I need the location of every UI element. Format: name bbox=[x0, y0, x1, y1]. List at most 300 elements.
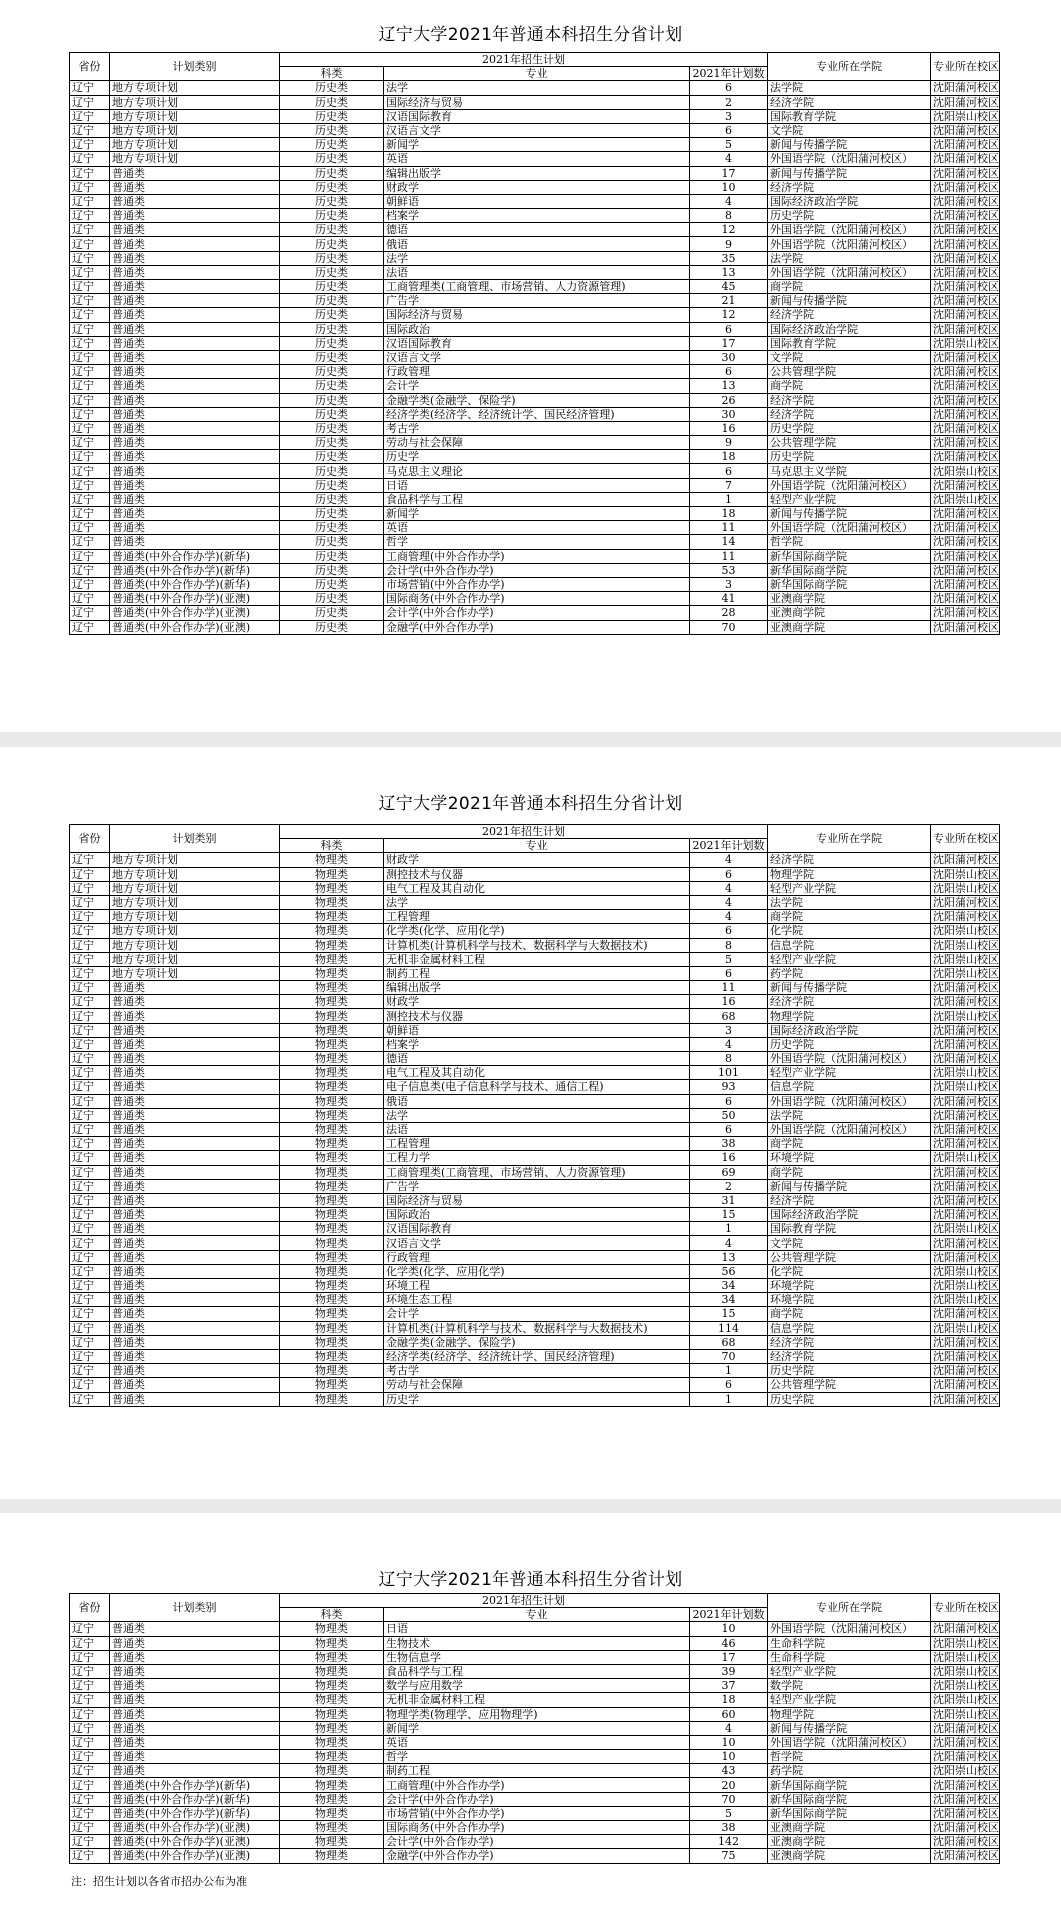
cell-category: 普通类 bbox=[110, 180, 280, 194]
cell-major: 汉语言文学 bbox=[384, 1236, 690, 1250]
cell-college: 药学院 bbox=[768, 1764, 931, 1778]
cell-campus: 沈阳蒲河校区 bbox=[931, 563, 1000, 577]
cell-major: 法学 bbox=[384, 251, 690, 265]
cell-category: 普通类 bbox=[110, 1679, 280, 1693]
cell-major: 制药工程 bbox=[384, 966, 690, 980]
cell-major: 财政学 bbox=[384, 995, 690, 1009]
cell-campus: 沈阳蒲河校区 bbox=[931, 308, 1000, 322]
cell-college: 公共管理学院 bbox=[768, 1378, 931, 1392]
table-row bbox=[70, 592, 1000, 606]
cell-province: 辽宁 bbox=[70, 109, 110, 123]
cell-count: 1 bbox=[690, 492, 768, 506]
cell-category: 普通类 bbox=[110, 1080, 280, 1094]
cell-college: 公共管理学院 bbox=[768, 436, 931, 450]
header-subject: 科类 bbox=[280, 839, 384, 853]
cell-count: 68 bbox=[690, 1335, 768, 1349]
page-title: 辽宁大学2021年普通本科招生分省计划 bbox=[378, 794, 683, 814]
cell-college: 新华国际商学院 bbox=[768, 549, 931, 563]
cell-province: 辽宁 bbox=[70, 350, 110, 364]
page-separator bbox=[0, 732, 1061, 747]
cell-count: 4 bbox=[690, 152, 768, 166]
cell-major: 哲学 bbox=[384, 1750, 690, 1764]
cell-category: 普通类 bbox=[110, 1378, 280, 1392]
cell-college: 经济学院 bbox=[768, 95, 931, 109]
cell-campus: 沈阳蒲河校区 bbox=[931, 393, 1000, 407]
cell-campus: 沈阳崇山校区 bbox=[931, 1279, 1000, 1293]
cell-subject: 物理类 bbox=[280, 1009, 384, 1023]
cell-category: 普通类 bbox=[110, 995, 280, 1009]
cell-campus: 沈阳崇山校区 bbox=[931, 952, 1000, 966]
cell-campus: 沈阳蒲河校区 bbox=[931, 549, 1000, 563]
cell-campus: 沈阳蒲河校区 bbox=[931, 1108, 1000, 1122]
table-row bbox=[70, 265, 1000, 279]
cell-count: 15 bbox=[690, 1307, 768, 1321]
table-row bbox=[70, 166, 1000, 180]
table-row bbox=[70, 1052, 1000, 1066]
table-row bbox=[70, 492, 1000, 506]
cell-college: 历史学院 bbox=[768, 1392, 931, 1406]
cell-campus: 沈阳蒲河校区 bbox=[931, 535, 1000, 549]
cell-province: 辽宁 bbox=[70, 1236, 110, 1250]
cell-subject: 物理类 bbox=[280, 1806, 384, 1820]
cell-category: 普通类 bbox=[110, 1392, 280, 1406]
table-row bbox=[70, 620, 1000, 634]
cell-count: 13 bbox=[690, 265, 768, 279]
cell-major: 工商管理(中外合作办学) bbox=[384, 1778, 690, 1792]
cell-subject: 物理类 bbox=[280, 1037, 384, 1051]
cell-college: 国际教育学院 bbox=[768, 336, 931, 350]
footnote: 注：招生计划以各省市招办公布为准 bbox=[71, 1875, 247, 1888]
cell-campus: 沈阳蒲河校区 bbox=[931, 251, 1000, 265]
cell-province: 辽宁 bbox=[70, 507, 110, 521]
cell-count: 26 bbox=[690, 393, 768, 407]
cell-category: 普通类 bbox=[110, 521, 280, 535]
table-row bbox=[70, 1122, 1000, 1136]
cell-subject: 物理类 bbox=[280, 1693, 384, 1707]
cell-subject: 物理类 bbox=[280, 1179, 384, 1193]
cell-subject: 历史类 bbox=[280, 606, 384, 620]
cell-province: 辽宁 bbox=[70, 606, 110, 620]
cell-province: 辽宁 bbox=[70, 407, 110, 421]
cell-count: 6 bbox=[690, 924, 768, 938]
cell-province: 辽宁 bbox=[70, 265, 110, 279]
page-2 bbox=[0, 747, 1061, 1499]
cell-campus: 沈阳蒲河校区 bbox=[931, 606, 1000, 620]
cell-college: 亚澳商学院 bbox=[768, 1835, 931, 1849]
cell-category: 普通类 bbox=[110, 294, 280, 308]
cell-category: 普通类 bbox=[110, 1208, 280, 1222]
cell-subject: 物理类 bbox=[280, 1721, 384, 1735]
plan-table bbox=[69, 1593, 1000, 1864]
cell-subject: 物理类 bbox=[280, 1264, 384, 1278]
table-row bbox=[70, 1236, 1000, 1250]
table-row bbox=[70, 1321, 1000, 1335]
cell-major: 无机非金属材料工程 bbox=[384, 1693, 690, 1707]
cell-major: 财政学 bbox=[384, 180, 690, 194]
cell-campus: 沈阳蒲河校区 bbox=[931, 853, 1000, 867]
cell-college: 物理学院 bbox=[768, 867, 931, 881]
cell-subject: 历史类 bbox=[280, 478, 384, 492]
cell-subject: 物理类 bbox=[280, 1236, 384, 1250]
cell-college: 新闻与传播学院 bbox=[768, 1179, 931, 1193]
cell-subject: 物理类 bbox=[280, 1364, 384, 1378]
cell-province: 辽宁 bbox=[70, 1664, 110, 1678]
table-row bbox=[70, 1721, 1000, 1735]
cell-major: 工商管理类(工商管理、市场营销、人力资源管理) bbox=[384, 280, 690, 294]
cell-college: 外国语学院（沈阳蒲河校区） bbox=[768, 1122, 931, 1136]
cell-major: 计算机类(计算机科学与技术、数据科学与大数据技术) bbox=[384, 1321, 690, 1335]
cell-count: 4 bbox=[690, 1236, 768, 1250]
cell-count: 13 bbox=[690, 1250, 768, 1264]
cell-count: 45 bbox=[690, 280, 768, 294]
cell-campus: 沈阳蒲河校区 bbox=[931, 138, 1000, 152]
cell-campus: 沈阳蒲河校区 bbox=[931, 1037, 1000, 1051]
cell-count: 11 bbox=[690, 981, 768, 995]
cell-campus: 沈阳蒲河校区 bbox=[931, 1122, 1000, 1136]
table-row bbox=[70, 1693, 1000, 1707]
cell-college: 生命科学院 bbox=[768, 1636, 931, 1650]
table-row bbox=[70, 1664, 1000, 1678]
cell-category: 普通类 bbox=[110, 336, 280, 350]
table-row bbox=[70, 322, 1000, 336]
table-row bbox=[70, 365, 1000, 379]
cell-major: 档案学 bbox=[384, 1037, 690, 1051]
cell-count: 4 bbox=[690, 853, 768, 867]
cell-category: 普通类 bbox=[110, 1236, 280, 1250]
cell-province: 辽宁 bbox=[70, 1335, 110, 1349]
table-row bbox=[70, 535, 1000, 549]
cell-college: 信息学院 bbox=[768, 938, 931, 952]
cell-major: 食品科学与工程 bbox=[384, 1664, 690, 1678]
cell-major: 国际商务(中外合作办学) bbox=[384, 592, 690, 606]
cell-college: 新闻与传播学院 bbox=[768, 507, 931, 521]
cell-major: 会计学(中外合作办学) bbox=[384, 606, 690, 620]
cell-major: 会计学(中外合作办学) bbox=[384, 563, 690, 577]
cell-province: 辽宁 bbox=[70, 1349, 110, 1363]
cell-category: 普通类 bbox=[110, 265, 280, 279]
header-category: 计划类别 bbox=[110, 825, 280, 853]
table-row bbox=[70, 1023, 1000, 1037]
cell-count: 18 bbox=[690, 507, 768, 521]
cell-count: 43 bbox=[690, 1764, 768, 1778]
cell-count: 68 bbox=[690, 1009, 768, 1023]
cell-college: 历史学院 bbox=[768, 209, 931, 223]
table-row bbox=[70, 1094, 1000, 1108]
cell-count: 12 bbox=[690, 308, 768, 322]
cell-major: 国际经济与贸易 bbox=[384, 1193, 690, 1207]
cell-count: 70 bbox=[690, 1792, 768, 1806]
cell-province: 辽宁 bbox=[70, 180, 110, 194]
cell-province: 辽宁 bbox=[70, 1392, 110, 1406]
cell-major: 历史学 bbox=[384, 1392, 690, 1406]
cell-province: 辽宁 bbox=[70, 223, 110, 237]
header-plan-group: 2021年招生计划 bbox=[280, 825, 768, 839]
cell-college: 新华国际商学院 bbox=[768, 1778, 931, 1792]
cell-province: 辽宁 bbox=[70, 294, 110, 308]
cell-college: 环境学院 bbox=[768, 1279, 931, 1293]
table-row bbox=[70, 867, 1000, 881]
cell-subject: 物理类 bbox=[280, 1622, 384, 1636]
cell-count: 1 bbox=[690, 1364, 768, 1378]
cell-subject: 物理类 bbox=[280, 1307, 384, 1321]
cell-province: 辽宁 bbox=[70, 938, 110, 952]
cell-category: 普通类(中外合作办学)(新华) bbox=[110, 577, 280, 591]
cell-campus: 沈阳蒲河校区 bbox=[931, 1392, 1000, 1406]
header-major: 专业 bbox=[384, 67, 690, 81]
cell-college: 商学院 bbox=[768, 379, 931, 393]
cell-major: 编辑出版学 bbox=[384, 166, 690, 180]
cell-count: 9 bbox=[690, 237, 768, 251]
cell-category: 地方专项计划 bbox=[110, 881, 280, 895]
table-row bbox=[70, 95, 1000, 109]
cell-major: 英语 bbox=[384, 1735, 690, 1749]
cell-subject: 物理类 bbox=[280, 1193, 384, 1207]
cell-campus: 沈阳崇山校区 bbox=[931, 1222, 1000, 1236]
cell-category: 地方专项计划 bbox=[110, 938, 280, 952]
cell-college: 新华国际商学院 bbox=[768, 563, 931, 577]
cell-college: 轻型产业学院 bbox=[768, 1664, 931, 1678]
cell-province: 辽宁 bbox=[70, 867, 110, 881]
cell-campus: 沈阳崇山校区 bbox=[931, 966, 1000, 980]
table-row bbox=[70, 895, 1000, 909]
cell-campus: 沈阳蒲河校区 bbox=[931, 294, 1000, 308]
cell-subject: 物理类 bbox=[280, 1250, 384, 1264]
cell-college: 文学院 bbox=[768, 123, 931, 137]
cell-province: 辽宁 bbox=[70, 563, 110, 577]
cell-category: 普通类 bbox=[110, 450, 280, 464]
cell-college: 哲学院 bbox=[768, 535, 931, 549]
cell-count: 10 bbox=[690, 1622, 768, 1636]
header-province: 省份 bbox=[70, 825, 110, 853]
cell-major: 化学类(化学、应用化学) bbox=[384, 1264, 690, 1278]
cell-major: 经济学类(经济学、经济统计学、国民经济管理) bbox=[384, 407, 690, 421]
table-row bbox=[70, 938, 1000, 952]
cell-count: 70 bbox=[690, 1349, 768, 1363]
cell-category: 普通类(中外合作办学)(亚澳) bbox=[110, 620, 280, 634]
cell-count: 31 bbox=[690, 1193, 768, 1207]
cell-campus: 沈阳蒲河校区 bbox=[931, 1378, 1000, 1392]
cell-count: 17 bbox=[690, 336, 768, 350]
cell-province: 辽宁 bbox=[70, 577, 110, 591]
cell-major: 测控技术与仪器 bbox=[384, 867, 690, 881]
cell-subject: 历史类 bbox=[280, 393, 384, 407]
cell-college: 亚澳商学院 bbox=[768, 1821, 931, 1835]
header-college: 专业所在学院 bbox=[768, 825, 931, 853]
table-row bbox=[70, 1378, 1000, 1392]
cell-subject: 物理类 bbox=[280, 1664, 384, 1678]
cell-province: 辽宁 bbox=[70, 393, 110, 407]
table-row bbox=[70, 881, 1000, 895]
cell-college: 新闻与传播学院 bbox=[768, 1721, 931, 1735]
cell-campus: 沈阳蒲河校区 bbox=[931, 1821, 1000, 1835]
cell-campus: 沈阳崇山校区 bbox=[931, 109, 1000, 123]
table-row bbox=[70, 1679, 1000, 1693]
cell-category: 普通类 bbox=[110, 1721, 280, 1735]
table-row bbox=[70, 280, 1000, 294]
cell-campus: 沈阳蒲河校区 bbox=[931, 1849, 1000, 1863]
table-row bbox=[70, 1009, 1000, 1023]
cell-province: 辽宁 bbox=[70, 1735, 110, 1749]
table-row bbox=[70, 180, 1000, 194]
cell-province: 辽宁 bbox=[70, 464, 110, 478]
cell-category: 普通类 bbox=[110, 1052, 280, 1066]
cell-campus: 沈阳崇山校区 bbox=[931, 1151, 1000, 1165]
cell-subject: 历史类 bbox=[280, 308, 384, 322]
cell-count: 69 bbox=[690, 1165, 768, 1179]
cell-count: 14 bbox=[690, 535, 768, 549]
cell-province: 辽宁 bbox=[70, 365, 110, 379]
cell-count: 5 bbox=[690, 1806, 768, 1820]
table-row bbox=[70, 1137, 1000, 1151]
cell-category: 普通类 bbox=[110, 1636, 280, 1650]
cell-category: 普通类 bbox=[110, 1264, 280, 1278]
table-row bbox=[70, 1335, 1000, 1349]
table-row bbox=[70, 1151, 1000, 1165]
cell-subject: 物理类 bbox=[280, 1707, 384, 1721]
cell-count: 21 bbox=[690, 294, 768, 308]
cell-category: 普通类 bbox=[110, 393, 280, 407]
cell-category: 普通类 bbox=[110, 1707, 280, 1721]
cell-subject: 历史类 bbox=[280, 577, 384, 591]
cell-college: 外国语学院（沈阳蒲河校区） bbox=[768, 237, 931, 251]
cell-category: 普通类 bbox=[110, 1094, 280, 1108]
cell-campus: 沈阳崇山校区 bbox=[931, 1009, 1000, 1023]
cell-subject: 历史类 bbox=[280, 223, 384, 237]
cell-province: 辽宁 bbox=[70, 981, 110, 995]
cell-major: 法语 bbox=[384, 265, 690, 279]
cell-count: 10 bbox=[690, 1735, 768, 1749]
cell-major: 俄语 bbox=[384, 237, 690, 251]
cell-province: 辽宁 bbox=[70, 436, 110, 450]
cell-campus: 沈阳崇山校区 bbox=[931, 1664, 1000, 1678]
table-row bbox=[70, 138, 1000, 152]
cell-subject: 历史类 bbox=[280, 407, 384, 421]
table-row bbox=[70, 194, 1000, 208]
cell-major: 朝鲜语 bbox=[384, 1023, 690, 1037]
cell-category: 普通类 bbox=[110, 1735, 280, 1749]
cell-campus: 沈阳崇山校区 bbox=[931, 464, 1000, 478]
cell-count: 114 bbox=[690, 1321, 768, 1335]
cell-major: 新闻学 bbox=[384, 507, 690, 521]
page-title: 辽宁大学2021年普通本科招生分省计划 bbox=[378, 1570, 683, 1590]
cell-subject: 物理类 bbox=[280, 1792, 384, 1806]
cell-count: 10 bbox=[690, 180, 768, 194]
cell-campus: 沈阳蒲河校区 bbox=[931, 895, 1000, 909]
cell-subject: 历史类 bbox=[280, 379, 384, 393]
cell-subject: 物理类 bbox=[280, 924, 384, 938]
cell-campus: 沈阳蒲河校区 bbox=[931, 1349, 1000, 1363]
cell-major: 国际经济与贸易 bbox=[384, 308, 690, 322]
cell-major: 英语 bbox=[384, 152, 690, 166]
cell-subject: 物理类 bbox=[280, 1122, 384, 1136]
cell-campus: 沈阳蒲河校区 bbox=[931, 209, 1000, 223]
cell-campus: 沈阳蒲河校区 bbox=[931, 95, 1000, 109]
cell-province: 辽宁 bbox=[70, 1622, 110, 1636]
table-row bbox=[70, 577, 1000, 591]
cell-campus: 沈阳蒲河校区 bbox=[931, 592, 1000, 606]
cell-campus: 沈阳崇山校区 bbox=[931, 1321, 1000, 1335]
cell-college: 轻型产业学院 bbox=[768, 1693, 931, 1707]
cell-province: 辽宁 bbox=[70, 853, 110, 867]
cell-subject: 物理类 bbox=[280, 938, 384, 952]
table-row bbox=[70, 1193, 1000, 1207]
cell-count: 34 bbox=[690, 1279, 768, 1293]
cell-subject: 物理类 bbox=[280, 1735, 384, 1749]
cell-category: 普通类 bbox=[110, 507, 280, 521]
cell-campus: 沈阳蒲河校区 bbox=[931, 1137, 1000, 1151]
cell-count: 6 bbox=[690, 365, 768, 379]
cell-subject: 物理类 bbox=[280, 1222, 384, 1236]
table-row bbox=[70, 379, 1000, 393]
cell-campus: 沈阳崇山校区 bbox=[931, 867, 1000, 881]
cell-college: 经济学院 bbox=[768, 853, 931, 867]
cell-college: 文学院 bbox=[768, 1236, 931, 1250]
cell-category: 普通类 bbox=[110, 1650, 280, 1664]
cell-college: 新闻与传播学院 bbox=[768, 138, 931, 152]
cell-count: 4 bbox=[690, 881, 768, 895]
cell-campus: 沈阳蒲河校区 bbox=[931, 507, 1000, 521]
cell-province: 辽宁 bbox=[70, 322, 110, 336]
cell-count: 18 bbox=[690, 1693, 768, 1707]
cell-province: 辽宁 bbox=[70, 995, 110, 1009]
cell-subject: 历史类 bbox=[280, 194, 384, 208]
cell-campus: 沈阳崇山校区 bbox=[931, 924, 1000, 938]
cell-major: 电子信息类(电子信息科学与技术、通信工程) bbox=[384, 1080, 690, 1094]
cell-major: 数学与应用数学 bbox=[384, 1679, 690, 1693]
cell-campus: 沈阳蒲河校区 bbox=[931, 1094, 1000, 1108]
cell-category: 普通类 bbox=[110, 1122, 280, 1136]
cell-province: 辽宁 bbox=[70, 1679, 110, 1693]
cell-count: 3 bbox=[690, 1023, 768, 1037]
cell-count: 50 bbox=[690, 1108, 768, 1122]
cell-province: 辽宁 bbox=[70, 1165, 110, 1179]
cell-major: 工程管理 bbox=[384, 1137, 690, 1151]
cell-subject: 物理类 bbox=[280, 853, 384, 867]
cell-province: 辽宁 bbox=[70, 1080, 110, 1094]
cell-category: 地方专项计划 bbox=[110, 109, 280, 123]
cell-province: 辽宁 bbox=[70, 1137, 110, 1151]
cell-subject: 历史类 bbox=[280, 138, 384, 152]
cell-college: 外国语学院（沈阳蒲河校区） bbox=[768, 152, 931, 166]
table-row bbox=[70, 1279, 1000, 1293]
table-row bbox=[70, 1066, 1000, 1080]
cell-college: 历史学院 bbox=[768, 1037, 931, 1051]
cell-major: 法学 bbox=[384, 81, 690, 95]
cell-college: 公共管理学院 bbox=[768, 365, 931, 379]
cell-count: 17 bbox=[690, 166, 768, 180]
header-plan-group: 2021年招生计划 bbox=[280, 53, 768, 67]
cell-count: 4 bbox=[690, 194, 768, 208]
cell-subject: 历史类 bbox=[280, 81, 384, 95]
cell-province: 辽宁 bbox=[70, 1066, 110, 1080]
cell-campus: 沈阳蒲河校区 bbox=[931, 1735, 1000, 1749]
table-row bbox=[70, 1293, 1000, 1307]
cell-province: 辽宁 bbox=[70, 1052, 110, 1066]
cell-province: 辽宁 bbox=[70, 280, 110, 294]
cell-category: 普通类 bbox=[110, 1693, 280, 1707]
table-header bbox=[70, 1594, 1000, 1622]
cell-college: 国际经济政治学院 bbox=[768, 1023, 931, 1037]
cell-college: 轻型产业学院 bbox=[768, 881, 931, 895]
cell-campus: 沈阳蒲河校区 bbox=[931, 450, 1000, 464]
cell-category: 普通类 bbox=[110, 1750, 280, 1764]
cell-major: 国际政治 bbox=[384, 1208, 690, 1222]
cell-count: 3 bbox=[690, 109, 768, 123]
cell-count: 28 bbox=[690, 606, 768, 620]
cell-major: 食品科学与工程 bbox=[384, 492, 690, 506]
cell-college: 外国语学院（沈阳蒲河校区） bbox=[768, 1735, 931, 1749]
cell-category: 地方专项计划 bbox=[110, 895, 280, 909]
